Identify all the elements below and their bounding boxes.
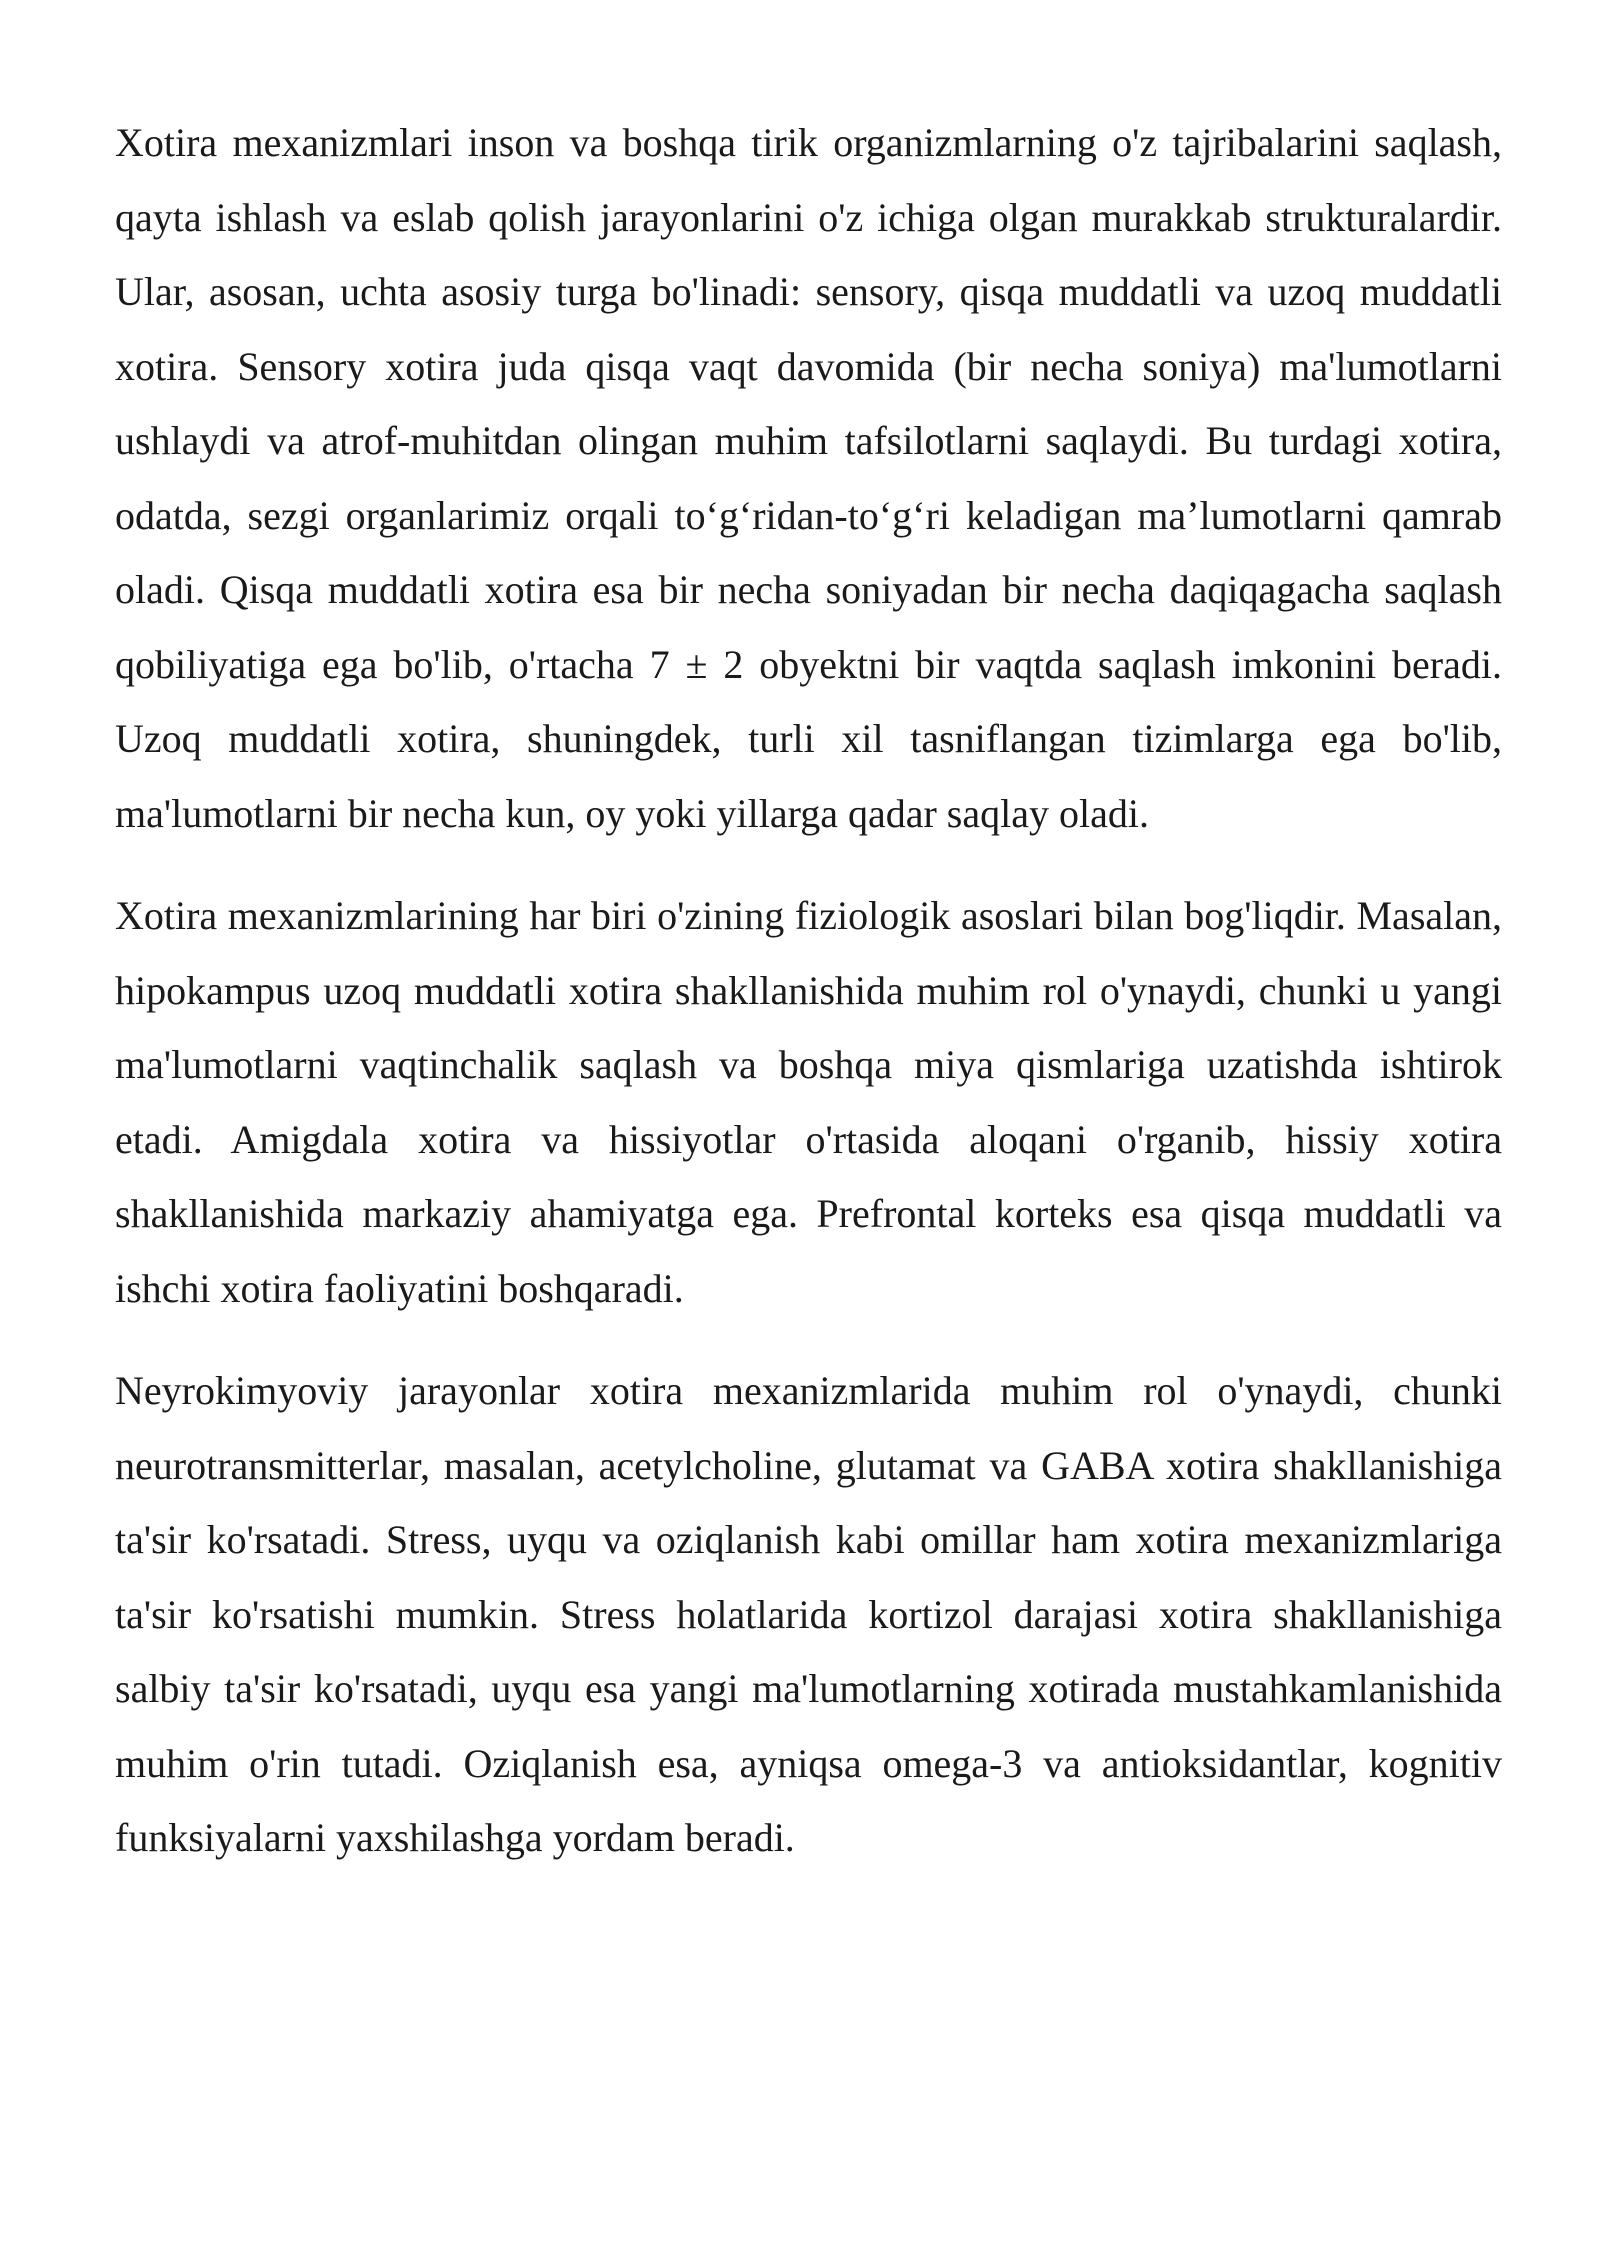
paragraph-memory-types: Xotira mexanizmlari inson va boshqa tirik organizmlarning o'z tajribalarini saqlash, qayta ishlash va eslab qolish jarayonlarini o'z ichiga olgan murakkab strukturalardir. Ular, asosan, uchta asosiy turga bo'linadi: sensory, qisqa muddatli va uzoq muddatli xotira. Sensory xotira juda qisqa vaqt davomida (bir necha soniya) ma'lumotlarni ushlaydi va atrof-muhitdan olingan muhim tafsilotlarni saqlaydi. Bu turdagi xotira, odatda, sezgi organlarimiz orqali to‘g‘ridan-to‘g‘ri keladigan ma’lumotlarni qamrab oladi. Qisqa muddatli xotira esa bir necha soniyadan bir necha daqiqagacha saqlash qobiliyatiga ega bo'lib, o'rtacha 7 ± 2 obyektni bir vaqtda saqlash imkonini beradi. Uzoq muddatli xotira, shuningdek, turli xil tasniflangan tizimlarga ega bo'lib, ma'lumotlarni bir necha kun, oy yoki yillarga qadar saqlay oladi. [115, 120, 1502, 836]
paragraph-neurochemical-processes: Neyrokimyoviy jarayonlar xotira mexanizmlarida muhim rol o'ynaydi, chunki neurotransmitterlar, masalan, acetylcholine, glutamat va GABA xotira shakllanishiga ta'sir ko'rsatadi. Stress, uyqu va oziqlanish kabi omillar ham xotira mexanizmlariga ta'sir ko'rsatishi mumkin. Stress holatlarida kortizol darajasi xotira shakllanishiga salbiy ta'sir ko'rsatadi, uyqu esa yangi ma'lumotlarning xotirada mustahkamlanishida muhim o'rin tutadi. Oziqlanish esa, ayniqsa omega-3 va antioksidantlar, kognitiv funksiyalarni yaxshilashga yordam beradi. [115, 1368, 1502, 1860]
paragraph-physiological-basis: Xotira mexanizmlarining har biri o'zining fiziologik asoslari bilan bog'liqdir. Masalan, hipokampus uzoq muddatli xotira shakllanishida muhim rol o'ynaydi, chunki u yangi ma'lumotlarni vaqtinchalik saqlash va boshqa miya qismlariga uzatishda ishtirok etadi. Amigdala xotira va hissiyotlar o'rtasida aloqani o'rganib, hissiy xotira shakllanishida markaziy ahamiyatga ega. Prefrontal korteks esa qisqa muddatli va ishchi xotira faoliyatini boshqaradi. [115, 893, 1502, 1311]
